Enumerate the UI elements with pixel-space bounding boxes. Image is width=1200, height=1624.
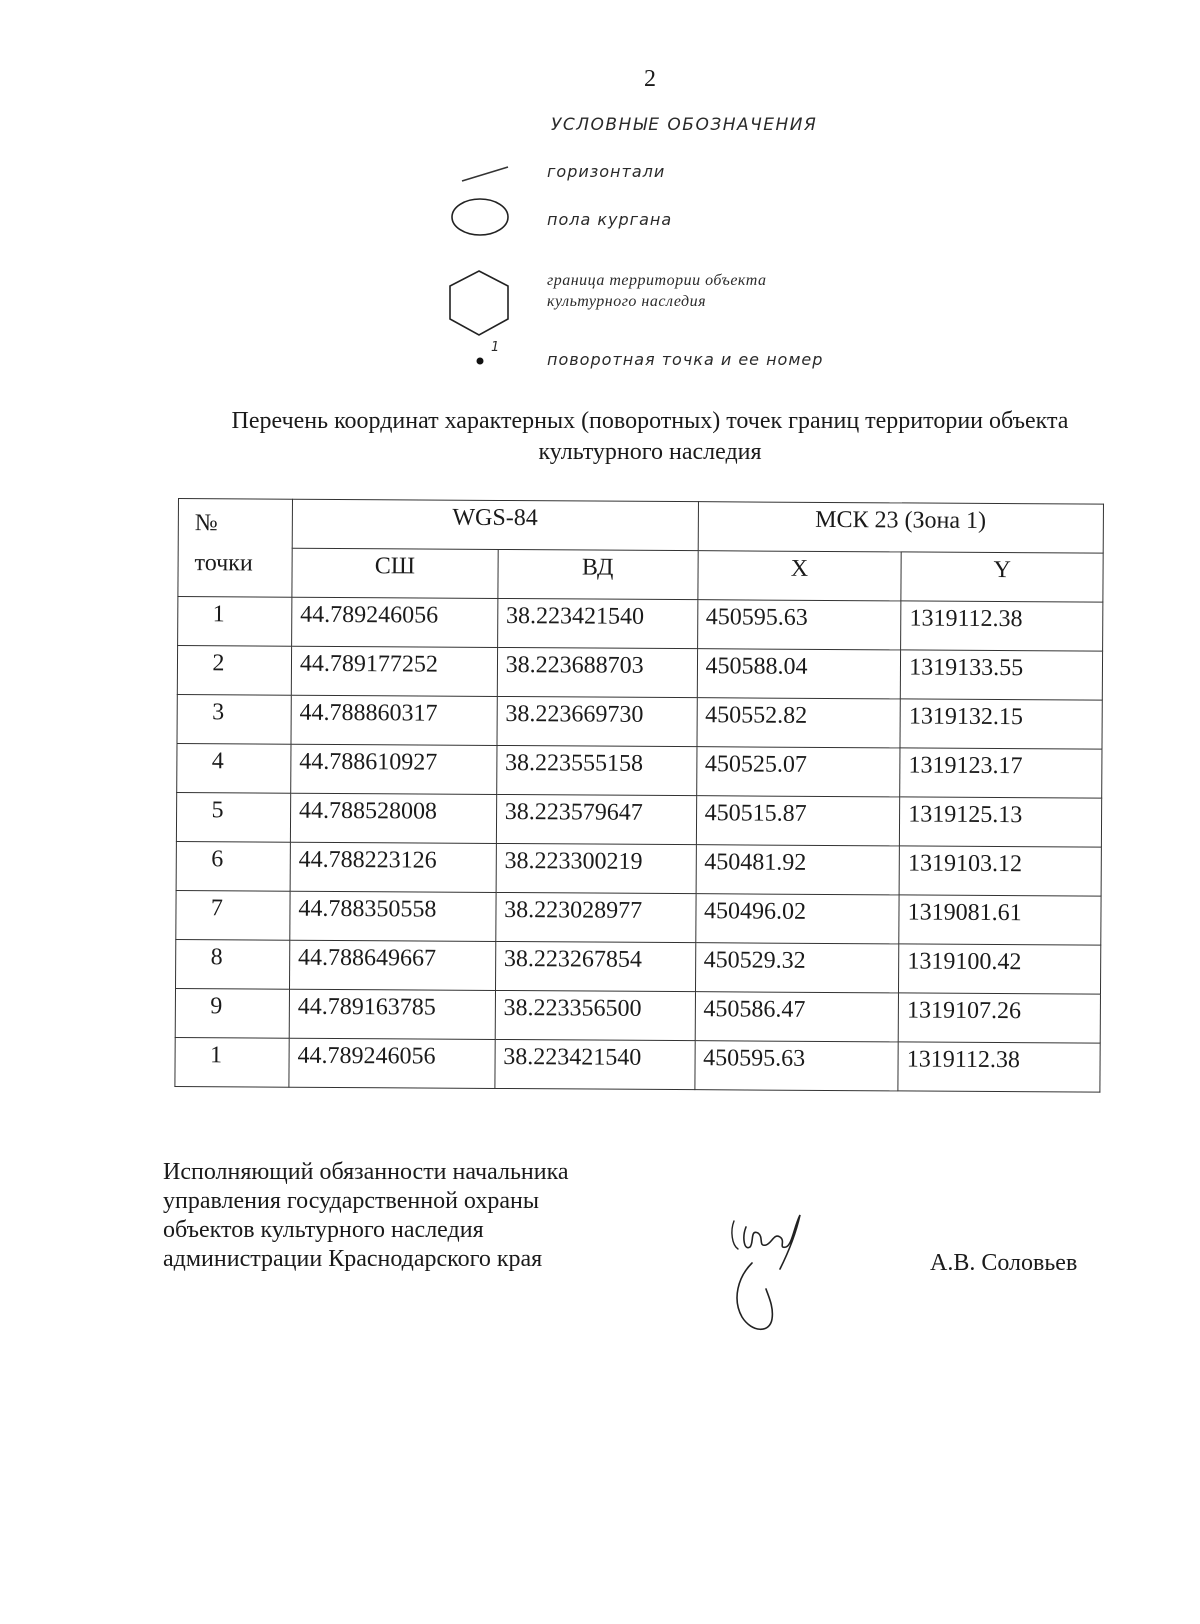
longitude-cell: 38.223028977 (496, 892, 696, 942)
table-row (175, 988, 1100, 1043)
longitude-cell: 38.223421540 (495, 1039, 695, 1089)
coordinates-table (174, 498, 1104, 1093)
point-number-cell: 2 (177, 646, 291, 696)
y-cell: 1319125.13 (900, 797, 1102, 847)
longitude-cell: 38.223688703 (497, 647, 697, 697)
y-cell: 1319123.17 (900, 748, 1102, 798)
point-number-cell: 8 (176, 939, 290, 989)
y-cell: 1319081.61 (899, 895, 1101, 945)
point-number-cell: 1 (175, 1037, 289, 1087)
y-cell: 1319112.38 (898, 1042, 1100, 1092)
latitude-cell: 44.788350558 (290, 891, 496, 941)
longitude-cell: 38.223267854 (495, 941, 695, 991)
y-cell: 1319103.12 (899, 846, 1101, 896)
ellipse-icon (449, 196, 511, 238)
legend-label-boundary: граница территории объекта культурного наследия (547, 272, 767, 310)
y-cell: 1319100.42 (899, 944, 1101, 994)
table-caption: Перечень координат характерных (поворотных) точек границ территории объекта культурного наследия (231, 408, 1069, 465)
table-row (176, 890, 1101, 945)
y-cell: 1319132.15 (900, 699, 1102, 749)
latitude-cell: 44.788610927 (291, 744, 497, 794)
longitude-cell: 38.223579647 (496, 794, 696, 844)
point-number-cell: 5 (176, 792, 290, 842)
table-row (178, 597, 1103, 652)
latitude-cell: 44.789177252 (291, 646, 497, 696)
signer-name: А.В. Соловьев (930, 1250, 1078, 1276)
point-number-cell: 4 (177, 743, 291, 793)
latitude-cell: 44.789246056 (289, 1038, 495, 1088)
latitude-cell: 44.789163785 (289, 989, 495, 1039)
legend-label-point: поворотная точка и ее номер (547, 350, 824, 369)
msk23-group-header: МСК 23 (Зона 1) (698, 502, 1104, 553)
table-row (177, 694, 1102, 749)
y-cell: 1319133.55 (901, 650, 1103, 700)
signatory-position-line: объектов культурного наследия (163, 1217, 484, 1243)
x-cell: 450525.07 (696, 747, 900, 797)
table-row (177, 646, 1102, 701)
point-number-cell: 3 (177, 694, 291, 744)
legend-point-number: 1 (491, 340, 500, 355)
latitude-cell: 44.789246056 (291, 597, 497, 647)
signatory-position-line: управления государственной охраны (163, 1188, 539, 1214)
x-cell: 450595.63 (694, 1041, 898, 1091)
table-row (175, 1037, 1100, 1092)
x-column-header: X (697, 551, 901, 601)
y-cell: 1319112.38 (901, 601, 1103, 651)
point-number-header (178, 499, 292, 598)
table-row (176, 841, 1101, 896)
legend-label-mound: пола кургана (547, 210, 673, 229)
signatory-position-line: администрации Краснодарского края (163, 1246, 543, 1272)
point-number-cell: 1 (178, 597, 292, 647)
legend-title: УСЛОВНЫЕ ОБОЗНАЧЕНИЯ (551, 115, 818, 135)
hexagon-icon (446, 268, 512, 338)
x-cell: 450595.63 (697, 600, 901, 650)
y-column-header: Y (901, 552, 1103, 602)
table-row (176, 792, 1101, 847)
table-row (176, 939, 1101, 994)
latitude-cell: 44.788223126 (290, 842, 496, 892)
x-cell: 450552.82 (697, 698, 901, 748)
x-cell: 450496.02 (695, 894, 899, 944)
longitude-column-header: ВД (498, 549, 698, 599)
point-number-cell: 6 (176, 841, 290, 891)
point-number-cell: 7 (176, 890, 290, 940)
latitude-cell: 44.788649667 (289, 940, 495, 990)
y-cell: 1319107.26 (898, 993, 1100, 1043)
point-number-header-word: точки (194, 550, 253, 577)
x-cell: 450586.47 (695, 992, 899, 1042)
x-cell: 450481.92 (696, 845, 900, 895)
longitude-cell: 38.223555158 (496, 745, 696, 795)
page-number: 2 (644, 66, 656, 92)
x-cell: 450529.32 (695, 943, 899, 993)
table-row (177, 743, 1102, 798)
latitude-column-header: СШ (292, 548, 498, 598)
longitude-cell: 38.223421540 (497, 598, 697, 648)
longitude-cell: 38.223300219 (496, 843, 696, 893)
latitude-cell: 44.788860317 (291, 695, 497, 745)
x-cell: 450515.87 (696, 796, 900, 846)
point-number-header-symbol: № (194, 510, 218, 537)
handwritten-signature (728, 1203, 818, 1343)
longitude-cell: 38.223669730 (497, 696, 697, 746)
point-number-cell: 9 (175, 988, 289, 1038)
signatory-position (163, 1158, 683, 1274)
x-cell: 450588.04 (697, 649, 901, 699)
wgs84-group-header: WGS-84 (292, 499, 698, 550)
point-icon (474, 355, 486, 367)
legend-label-contours: горизонтали (547, 162, 666, 181)
latitude-cell: 44.788528008 (290, 793, 496, 843)
longitude-cell: 38.223356500 (495, 990, 695, 1040)
contour-line-icon (460, 164, 510, 184)
signatory-position-line: Исполняющий обязанности начальника (163, 1159, 569, 1185)
